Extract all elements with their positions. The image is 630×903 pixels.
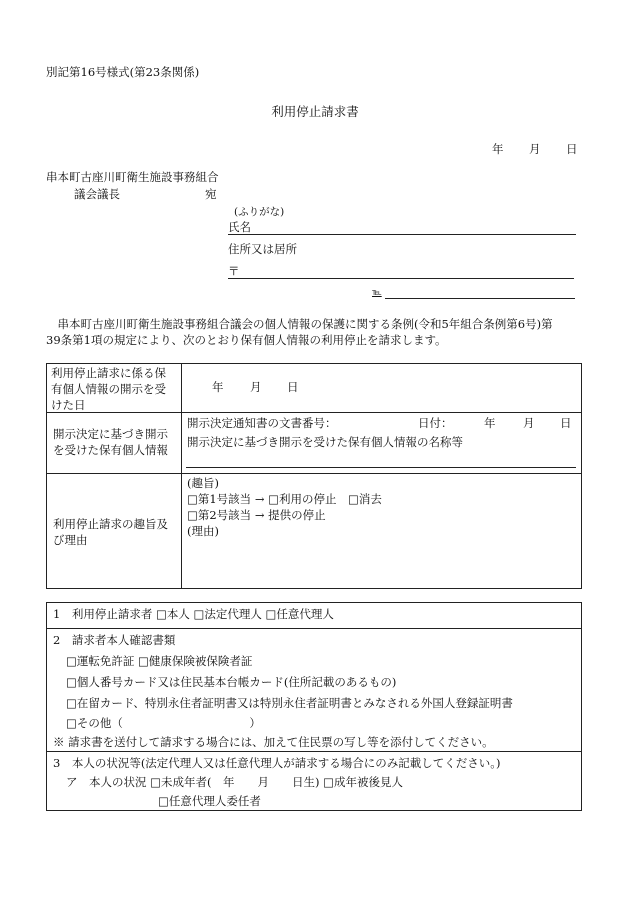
doc-number-label: 開示決定通知書の文書番号： [187, 416, 337, 430]
address-label: 住所又は居所 [228, 242, 297, 256]
disclosed-info-name-label: 開示決定に基づき開示を受けた保有個人情報の名称等 [187, 435, 463, 449]
section-divider-2 [46, 751, 582, 752]
table-row-divider-2 [46, 473, 582, 474]
row2-label-line: 開示決定に基づき開示 [53, 427, 168, 441]
row1-month-label: 月 [250, 380, 262, 394]
postal-mark: 〒 [228, 264, 240, 278]
purpose-option-1[interactable]: □第1号該当 → □利用の停止 □消去 [187, 492, 382, 506]
reason-heading: (理由) [187, 524, 219, 538]
row2-label [53, 426, 181, 458]
row1-day-label: 日 [287, 380, 299, 394]
row1-label-line: 有個人情報の開示を受 [51, 382, 166, 396]
row1-year-label: 年 [212, 380, 224, 394]
date-year-label: 年 [492, 142, 504, 156]
phone-field[interactable] [385, 298, 575, 299]
principal-status-line-1[interactable]: ア 本人の状況 □未成年者( 年 月 日生) □成年被後見人 [66, 775, 404, 789]
address-field[interactable] [228, 278, 574, 279]
name-field[interactable] [228, 234, 576, 235]
notice-year-label: 年 [484, 416, 496, 430]
purpose-heading: (趣旨) [187, 476, 219, 490]
purpose-and-reason-content [187, 475, 577, 539]
notice-date-label: 日付： [418, 416, 453, 430]
table-column-divider [181, 363, 182, 589]
id-document-option[interactable]: □運転免許証 □健康保険被保険者証 [66, 654, 253, 668]
principal-status-heading: 3 本人の状況等(法定代理人又は任意代理人が請求する場合にのみ記載してください。) [53, 756, 501, 770]
row1-label-line: 利用停止請求に係る保 [51, 366, 166, 380]
date-day-label: 日 [566, 142, 578, 156]
addressee-chair: 議会議長 [74, 187, 120, 201]
disclosed-info-name-field[interactable] [186, 467, 576, 468]
id-document-option[interactable]: □その他（ ） [66, 716, 261, 730]
row3-label-line: び理由 [53, 533, 88, 547]
form-reference: 別記第16号様式(第23条関係) [46, 65, 200, 79]
row3-label-line: 利用停止請求の趣旨及 [53, 517, 168, 531]
row3-label [53, 516, 181, 548]
notice-day-label: 日 [560, 416, 572, 430]
notice-month-label: 月 [523, 416, 535, 430]
addressee-organization: 串本町古座川町衛生施設事務組合 [46, 170, 219, 184]
intro-line-2: 39条第1項の規定により、次のとおり保有個人情報の利用停止を請求します。 [46, 333, 447, 347]
row2-label-line: を受けた保有個人情報 [53, 443, 168, 457]
furigana-label: (ふりがな) [234, 206, 285, 218]
id-document-option[interactable]: □個人番号カード又は住民基本台帳カード(住所記載のあるもの) [66, 675, 397, 689]
date-month-label: 月 [529, 142, 541, 156]
id-document-option[interactable]: □在留カード、特別永住者証明書又は特別永住者証明書とみなされる外国人登録証明書 [66, 696, 513, 710]
id-documents-note: ※ 請求書を送付して請求する場合には、加えて住民票の写し等を添付してください。 [53, 735, 494, 749]
section-divider-1 [46, 628, 582, 629]
row1-label-line: けた日 [51, 398, 86, 412]
intro-line-1: 串本町古座川町衛生施設事務組合議会の個人情報の保護に関する条例(令和5年組合条例第6号)第 [46, 317, 553, 331]
row1-label [51, 365, 179, 413]
phone-icon: ℡ [372, 288, 382, 298]
addressee-honorific: 宛 [205, 187, 217, 201]
form-title: 利用停止請求書 [271, 104, 359, 119]
name-label: 氏名 [228, 220, 251, 234]
principal-status-line-2[interactable]: □任意代理人委任者 [158, 794, 261, 808]
id-documents-heading: 2 請求者本人確認書類 [53, 633, 176, 647]
requester-type-row[interactable]: 1 利用停止請求者 □本人 □法定代理人 □任意代理人 [53, 607, 334, 621]
purpose-option-2[interactable]: □第2号該当 → 提供の停止 [187, 508, 326, 522]
